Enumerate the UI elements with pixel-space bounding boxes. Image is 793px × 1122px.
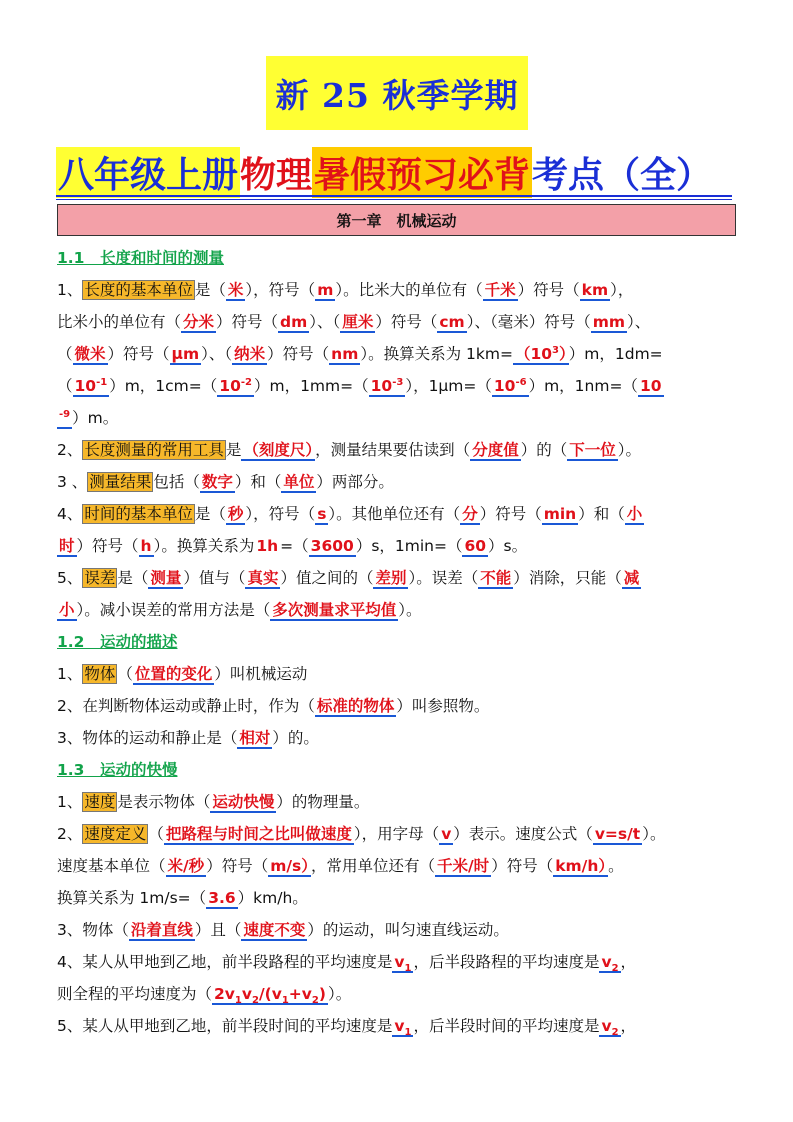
answer: 纳米: [234, 345, 266, 363]
text-line: 4、某人从甲地到乙地，前半段路程的平均速度是 $v_1$ ，后半段路程的平均速度是 $v_2$ ，: [57, 953, 637, 975]
title-preview: 暑假预习必背: [312, 147, 532, 198]
answer: 数字: [201, 473, 233, 491]
answer: m/s）: [270, 857, 309, 875]
answer: 速度不变: [243, 921, 306, 939]
answer: 10: [639, 377, 662, 395]
answer: -9: [57, 409, 72, 429]
answer: dm: [280, 313, 308, 331]
answer: $2v_1v_2/(v_1+v_2)$: [214, 985, 326, 1007]
text-line: （ 微米 ）符号（ μm ）、（ 纳米 ）符号（ nm ）。换算关系为 $1km= (10^3)$ ）m，1dm=: [57, 344, 663, 363]
text-line: （ $10^{-1}$ ）m，1cm=（ $10^{-2}$ ）m，1mm=（ $10^{-3}$ ），1μm=（ $10^{-6}$ ）m，1nm=（ 10: [57, 376, 662, 395]
answer: 沿着直线: [130, 921, 193, 939]
title-points: 考点（全）: [532, 153, 713, 196]
answer: 千米: [484, 281, 516, 299]
answer: 减: [623, 569, 640, 587]
content-body: [57, 242, 747, 1042]
answer: 单位: [283, 473, 315, 491]
answer: v: [441, 825, 452, 843]
answer: 微米: [74, 345, 106, 363]
answer: 时: [59, 537, 75, 555]
text-line: 5、 误差 是（ 测量 ）值与（ 真实 ）值之间的（ 差别 ）。误差（ 不能 ）消除，只能（ 减: [57, 569, 640, 587]
answer: 3600: [310, 537, 354, 555]
text-line: 1、 物体 （ 位置的变化 ）叫机械运动: [57, 665, 308, 683]
text-line: 2、 长度测量的常用工具 是 （刻度尺） ，测量结果要估读到（ 分度值 ）的（ 下一位 ）。: [57, 441, 641, 459]
answer: 米: [227, 281, 244, 299]
answer: s: [317, 505, 327, 523]
answer: $v_2$: [601, 953, 619, 975]
key-term: 物体: [84, 665, 116, 683]
text-line: 时 ）符号（ h ）。换算关系为 1h =（ 3600 ）s，1min=（ 60 ）s。: [59, 537, 528, 555]
answer: $10^{-1}$: [74, 376, 108, 395]
answer: $v_1$: [394, 1017, 412, 1039]
main-title: [56, 146, 712, 198]
answer: 分度值: [472, 441, 519, 459]
section-title: 1.3 运动的快慢: [57, 761, 178, 779]
text-line: $^{-9}$ ）m。: [59, 408, 119, 427]
text-line: 换算关系为 1m/s=（ 3.6 ）km/h。: [57, 889, 308, 907]
answer: km: [581, 281, 609, 299]
answer: 把路程与时间之比叫做速度: [165, 825, 352, 843]
answer: 3.6: [208, 889, 236, 907]
key-term: 误差: [84, 569, 116, 587]
answer: 差别: [375, 569, 407, 587]
text-line: 2、 速度定义 （ 把路程与时间之比叫做速度 ），用字母（ v ）表示。速度公式（ v=s/t ）。: [57, 825, 666, 843]
answer: 位置的变化: [134, 665, 213, 683]
answer: 厘米: [342, 313, 374, 331]
answer: 秒: [227, 505, 244, 523]
text-line: 2、在判断物体运动或静止时，作为（ 标准的物体 ）叫参照物。: [57, 697, 490, 715]
text-line: 小 ）。减小误差的常用方法是（ 多次测量求平均值 ）。: [59, 601, 422, 619]
answer: $10^{-3}$: [370, 376, 404, 395]
text-line: 5、某人从甲地到乙地，前半段时间的平均速度是 $v_1$ ，后半段时间的平均速度是 $v_2$ ，: [57, 1017, 637, 1039]
title-underline: [56, 195, 732, 197]
section-heading: [57, 242, 747, 274]
answer: 分米: [183, 313, 215, 331]
answer: 小: [59, 601, 75, 619]
term-banner: [266, 56, 528, 130]
title-grade: 八年级上册: [56, 147, 240, 198]
answer: μm: [171, 345, 200, 363]
text-line: 1、 长度的基本单位 是（ 米 ），符号（ m ）。比米大的单位有（ 千米 ）符号（ km ），: [57, 281, 634, 299]
answer: 下一位: [569, 441, 616, 459]
chapter-heading: 第一章 机械运动: [57, 204, 736, 236]
answer: （刻度尺）: [243, 441, 314, 459]
text-line: 比米小的单位有（ 分米 ）符号（ dm ）、（ 厘米 ）符号（ cm ）、（毫米）符号（ mm ）、: [57, 313, 651, 331]
term-title: 新 25 秋季学期: [275, 75, 519, 115]
section-title: 1.2 运动的描述: [57, 633, 178, 651]
text-line: 3、物体的运动和静止是（ 相对 ）的。: [57, 729, 319, 747]
answer: cm: [439, 313, 465, 331]
key-term: 时间的基本单位: [84, 505, 193, 523]
answer: min: [543, 505, 577, 523]
section-heading: [57, 626, 747, 658]
answer: 真实: [247, 569, 279, 587]
answer: v=s/t: [594, 825, 641, 843]
answer: 不能: [480, 569, 512, 587]
key-term: 长度测量的常用工具: [84, 441, 224, 459]
key-term: 速度定义: [84, 825, 147, 843]
key-term: 长度的基本单位: [84, 281, 193, 299]
answer: nm: [331, 345, 359, 363]
answer: m: [317, 281, 334, 299]
title-subject: 物理: [240, 153, 313, 196]
text-line: 4、 时间的基本单位 是（ 秒 ），符号（ s ）。其他单位还有（ 分 ）符号（ min ）和（ 小: [57, 505, 643, 523]
answer: 多次测量求平均值: [272, 601, 397, 619]
key-term: 速度: [84, 793, 116, 811]
answer: 运动快慢: [212, 793, 275, 811]
answer: 1h: [256, 537, 279, 555]
text-line: 则全程的平均速度为（ $2v_1v_2/(v_1+v_2)$ ）。: [57, 985, 352, 1007]
answer: km/h）: [555, 857, 607, 875]
section-heading: [57, 754, 747, 786]
answer: $10^{-6}$: [493, 376, 527, 395]
text-line: 3、物体（ 沿着直线 ）且（ 速度不变 ）的运动，叫匀速直线运动。: [57, 921, 509, 939]
answer: 千米/时: [437, 857, 490, 875]
answer: $(10^3)$: [514, 344, 567, 363]
text-line: 3 、 测量结果 包括（ 数字 ）和（ 单位 ）两部分。: [57, 473, 394, 491]
answer: 米/秒: [167, 857, 205, 875]
text-line: 速度基本单位（ 米/秒 ）符号（ m/s） ，常用单位还有（ 千米/时 ）符号（ km/h） 。: [57, 857, 624, 875]
section-title: 1.1 长度和时间的测量: [57, 249, 224, 267]
answer: 分: [462, 505, 478, 523]
answer: 小: [626, 505, 643, 523]
answer: 60: [464, 537, 487, 555]
answer: $v_1$: [394, 953, 412, 975]
answer: 标准的物体: [316, 697, 395, 715]
answer: $v_2$: [601, 1017, 619, 1039]
answer: 相对: [239, 729, 271, 747]
text-line: 1、 速度 是表示物体（ 运动快慢 ）的物理量。: [57, 793, 370, 811]
answer: h: [140, 537, 152, 555]
answer: mm: [592, 313, 626, 331]
key-term: 测量结果: [89, 473, 152, 491]
answer: $10^{-2}$: [219, 376, 252, 395]
answer: 测量: [150, 569, 182, 587]
title-underline-thin: [56, 199, 732, 200]
